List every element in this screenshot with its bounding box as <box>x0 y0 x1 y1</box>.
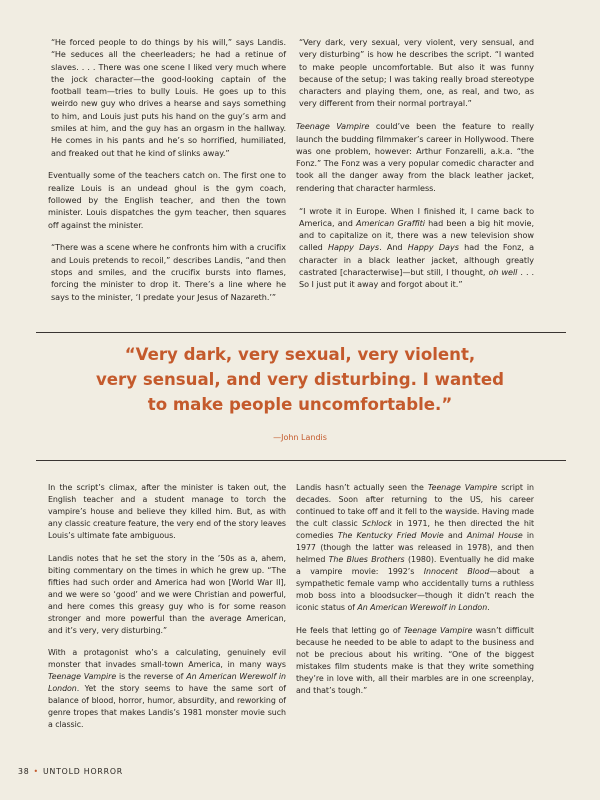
show-title: Happy Days <box>407 242 459 253</box>
book-title: UNTOLD HORROR <box>42 767 123 776</box>
film-title: Schlock <box>361 519 392 528</box>
film-title: Teenage Vampire <box>427 483 498 492</box>
bottom-right-column <box>296 482 534 707</box>
show-title: Happy Days <box>327 242 380 253</box>
emphasis: oh well <box>488 267 518 278</box>
film-title: The Kentucky Fried Movie <box>337 531 444 540</box>
pull-quote-top-rule <box>36 332 566 333</box>
pull-quote-attribution: —John Landis <box>273 433 327 442</box>
pull-quote-line: to make people uncomfortable.” <box>147 395 453 414</box>
paragraph: Teenage Vampire could’ve been the feature to really launch the budding filmmaker’s career in Hollywood. There was one problem, however: Arthur Fonzarelli, a.k.a. “the Fonz.” The Fonz was a very popular comedic character and took all the danger away from the black leather jacket, rendering that character harmless. <box>296 121 534 193</box>
paragraph: “Very dark, very sexual, very violent, very sensual, and very disturbing” is how he describes the script. “I wanted to make people uncomfortable. But also it was funny because of the setup; I was taking really broad stereotype characters and playing them, one, as real, and two, as very different from their normal portrayal.” <box>299 37 534 109</box>
pull-quote-line: very sensual, and very disturbing. I wanted <box>95 370 505 389</box>
paragraph: “There was a scene where he confronts him with a crucifix and Louis pretends to recoil,” describes Landis, “and then stops and smiles, and the crucifix bursts into flames, forcing the minister to drop it. There’s a line where he says to the minister, ‘I predate your Jesus of Nazareth.’” <box>51 242 286 302</box>
paragraph: Landis notes that he set the story in the ’50s as a, ahem, biting commentary on the times in which he grew up. “The fifties had such order and America had won [World War II], and we were so ‘good’ and we were Christian and powerful, and here comes this greasy guy who is for some reason stronger and more powerful than the average American, and it’s very, very disturbing.” <box>48 553 286 635</box>
paragraph: With a protagonist who’s a calculating, genuinely evil monster that invades small-town America, in many ways Teenage Vampire is the reverse of An American Werewolf in London. Yet the story seems to have the same sort of balance of blood, horror, humor, absurdity, and reworking of genre tropes that makes Landis’s 1981 monster movie such a classic. <box>48 648 286 729</box>
paragraph: Eventually some of the teachers catch on. The first one to realize Louis is an undead ghoul is the gym coach, followed by the English teacher, and then the town minister. Louis dispatches the gym teacher, then squares off against the minister. <box>48 170 286 230</box>
top-right-column <box>296 36 534 301</box>
paragraph: He feels that letting go of Teenage Vampire wasn’t difficult because he needed to be able to adapt to the business and not be precious about his writing. “One of the biggest mistakes film students make is that they write something they’re in love with, all their marbles are in one screenplay, and that’s tough.” <box>296 625 534 695</box>
paragraph: In the script’s climax, after the minister is taken out, the English teacher and a student manage to torch the vampire’s house and believe they killed him. But, as with any classic creature feature, the very end of the story leaves Louis’s ultimate fate ambiguous. <box>48 483 286 540</box>
pull-quote-line: “Very dark, very sexual, very violent, <box>124 345 476 364</box>
film-title: An American Werewolf in London <box>357 603 488 612</box>
film-title: The Blues Brothers <box>328 555 405 564</box>
top-left-column <box>48 36 286 313</box>
paragraph: Landis hasn’t actually seen the Teenage Vampire script in decades. Soon after returning to the US, his career continued to take off and it fell to the wayside. Having made the cult classic Schlock in 1971, he then directed the hit comedies The Kentucky Fried Movie and Animal House in 1977 (though the latter was released in 1978), and then helmed The Blues Brothers (1980). Eventually he did make a vampire movie: 1992’s Innocent Blood—about a sympathetic female vamp who accidentally turns a ruthless mob boss into a bloodsucker—though it didn’t reach the iconic status of An American Werewolf in London. <box>296 483 535 612</box>
film-title: Teenage Vampire <box>48 672 117 681</box>
film-title: An American Werewolf in London <box>48 672 286 693</box>
folio-separator: • <box>33 767 39 776</box>
pull-quote-bottom-rule <box>36 460 566 461</box>
page-folio <box>18 767 123 776</box>
film-title: Teenage Vampire <box>403 625 473 635</box>
paragraph: “I wrote it in Europe. When I finished it, I came back to America, and American Graffiti had been a big hit movie, and to capitalize on it, there was a new television show called Happy Days. And Happy Days had the Fonz, a character in a black leather jacket, although greatly castrated [characterwise]—but still, I thought, oh well . . . So I just put it away and forgot about it.” <box>299 205 535 290</box>
pull-quote <box>60 342 540 417</box>
bottom-left-column <box>48 482 286 742</box>
film-title: American Graffiti <box>356 217 425 228</box>
film-title: Innocent Blood <box>423 567 490 576</box>
page-number: 38 <box>18 767 30 776</box>
film-title: Animal House <box>466 531 523 540</box>
film-title: Teenage Vampire <box>296 121 370 132</box>
paragraph: “He forced people to do things by his will,” says Landis. “He seduces all the cheerleaders; he had a retinue of slaves. . . . There was one scene I liked very much where the jock character—the good-looking captain of the football team—tries to bully Louis. He goes up to this weirdo new guy who drives a hearse and says something to him, and Louis just puts his hand on the guy’s arm and smiles at him, and the guy has an orgasm in the hallway. He comes in his pants and he’s so horrified, humiliated, and freaked out that he kind of slinks away.” <box>51 37 286 158</box>
